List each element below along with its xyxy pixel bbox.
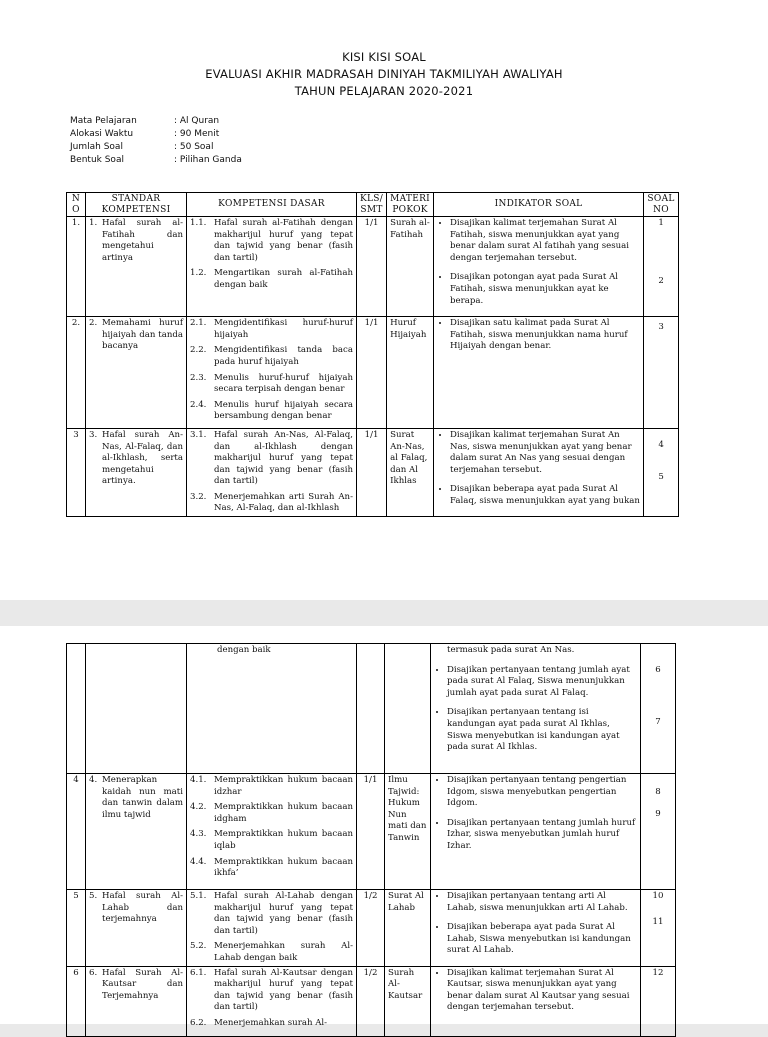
table-row xyxy=(67,890,676,967)
col-header-materi: MATERI POKOK xyxy=(387,193,434,217)
table-row xyxy=(67,428,679,516)
meta-key: Bentuk Soal xyxy=(70,155,124,165)
meta-row xyxy=(70,155,242,165)
table-row xyxy=(67,774,676,890)
row-materi: Huruf Hijaiyah xyxy=(387,317,434,429)
list-item: • Disajikan beberapa ayat pada Surat Al Lahab, Siswa menyebutkan isi kandungan surat Al Lahab. xyxy=(447,922,637,957)
doc-title-line1: KISI KISI SOAL xyxy=(342,50,426,64)
list-item: • Disajikan kalimat terjemahan Surat Al Fatihah, siswa menunjukkan ayat yang benar dalam surat Al fatihah yang sesuai dengan terjemahan tersebut. xyxy=(450,218,640,264)
meta-key: Mata Pelajaran xyxy=(70,116,137,126)
row-kompetensi: 1.1. Hafal surah al-Fatihah dengan makharijul huruf yang tepat dan tajwid yang benar (fasih dan tartil) 1.2. Mengartikan surah al-Fatihah dengan baik xyxy=(187,217,357,317)
row-no xyxy=(67,644,86,774)
table-row xyxy=(67,217,679,317)
list-item: • Disajikan pertanyaan tentang jumlah ayat pada surat Al Falaq, Siswa menunjukkan jumlah ayat pada surat Al Falaq. xyxy=(447,665,637,700)
meta-row xyxy=(70,116,219,126)
row-soal: 3 xyxy=(644,317,679,429)
col-header-standar: STANDAR KOMPETENSI xyxy=(86,193,187,217)
col-header-kls: KLS/ SMT xyxy=(357,193,387,217)
meta-key: Jumlah Soal xyxy=(70,142,123,152)
document-page-2 xyxy=(0,626,768,1028)
row-indikator xyxy=(431,890,641,967)
row-indikator xyxy=(434,317,644,429)
row-no: 3 xyxy=(67,428,86,516)
row-kompetensi: 5.1. Hafal surah Al-Lahab dengan makharijul huruf yang tepat dan tajwid yang benar (fasih dan tartil) 5.2. Menerjemahkan surah Al-Lahab dengan baik xyxy=(187,890,357,967)
row-materi: Surah al-Fatihah xyxy=(387,217,434,317)
row-standar: 3. Hafal surah An-Nas, Al-Falaq, dan al-Ikhlash, serta mengetahui artinya. xyxy=(86,428,187,516)
row-kompetensi: 6.1. Hafal surah Al-Kautsar dengan makharijul huruf yang tepat dan tajwid yang benar (fasih dan tartil) 6.2. Menerjemahkan surah Al- xyxy=(187,966,357,1036)
row-indikator xyxy=(431,774,641,890)
col-header-kompetensi: KOMPETENSI DASAR xyxy=(187,193,357,217)
list-item: • Disajikan pertanyaan tentang pengertian Idgom, siswa menyebutkan pengertian Idgom. xyxy=(447,775,637,810)
doc-title-line2: EVALUASI AKHIR MADRASAH DINIYAH TAKMILIYAH AWALIYAH xyxy=(205,67,563,81)
row-kls: 1/2 xyxy=(357,890,385,967)
row-standar: 1. Hafal surah al-Fatihah dan mengetahui artinya xyxy=(86,217,187,317)
col-header-soal: SOAL NO xyxy=(644,193,679,217)
meta-key: Alokasi Waktu xyxy=(70,129,134,139)
table-row xyxy=(67,317,679,429)
row-kls xyxy=(357,644,385,774)
list-item: • Disajikan beberapa ayat pada Surat Al Falaq, siswa menunjukkan ayat yang bukan xyxy=(450,484,640,507)
list-item: • Disajikan pertanyaan tentang arti Al Lahab, siswa menunjukkan arti Al Lahab. xyxy=(447,891,637,914)
row-soal: 10 11 xyxy=(641,890,676,967)
list-item: • Disajikan pertanyaan tentang jumlah huruf Izhar, siswa menyebutkan jumlah huruf Izhar. xyxy=(447,818,637,853)
row-soal: 8 9 xyxy=(641,774,676,890)
row-materi: Ilmu Tajwid: Hukum Nun mati dan Tanwin xyxy=(385,774,431,890)
row-soal: 1 2 xyxy=(644,217,679,317)
row-no: 4 xyxy=(67,774,86,890)
meta-value: : 90 Menit xyxy=(174,129,220,139)
row-kls: 1/1 xyxy=(357,428,387,516)
list-item: • Disajikan pertanyaan tentang isi kandungan ayat pada surat Al Ikhlas, Siswa menyebutkan isi kandungan ayat pada surat Al Ikhlas. xyxy=(447,707,637,753)
row-standar xyxy=(86,644,187,774)
row-standar: 5. Hafal surah Al-Lahab dan terjemahnya xyxy=(86,890,187,967)
row-indikator xyxy=(431,966,641,1036)
row-standar: 6. Hafal Surah Al-Kautsar dan Terjemahnya xyxy=(86,966,187,1036)
table-header-row xyxy=(67,193,679,217)
list-item: termasuk pada surat An Nas. xyxy=(447,645,575,655)
row-no: 5 xyxy=(67,890,86,967)
col-header-no: N O xyxy=(67,193,86,217)
col-header-indikator: INDIKATOR SOAL xyxy=(434,193,644,217)
row-indikator xyxy=(434,217,644,317)
row-kls: 1/1 xyxy=(357,317,387,429)
kisi-table-page1 xyxy=(66,192,679,517)
row-kompetensi: 4.1. Mempraktikkan hukum bacaan idzhar 4.2. Mempraktikkan hukum bacaan idgham 4.3. Mempraktikkan hukum bacaan iqlab 4.4. Mempraktikkan hukum bacaan ikhfa’ xyxy=(187,774,357,890)
row-soal: 12 xyxy=(641,966,676,1036)
kisi-table-page2 xyxy=(66,643,676,1037)
row-materi: Surah Al-Kautsar xyxy=(385,966,431,1036)
row-kompetensi: 3.1. Hafal surah An-Nas, Al-Falaq, dan al-Ikhlash dengan makharijul huruf yang tepat dan tajwid yang benar (fasih dan tartil) 3.2. Menerjemahkan arti Surah An-Nas, Al-Falaq, dan al-Ikhlash xyxy=(187,428,357,516)
row-kls: 1/2 xyxy=(357,966,385,1036)
list-item: • Disajikan satu kalimat pada Surat Al Fatihah, siswa menunjukkan nama huruf Hijaiyah dengan benar. xyxy=(450,318,640,353)
row-kompetensi: 2.1. Mengidentifikasi huruf-huruf hijaiyah 2.2. Mengidentifikasi tanda baca pada huruf hijaiyah 2.3. Menulis huruf-huruf hijaiyah secara terpisah dengan benar 2.4. Menulis huruf hijaiyah secara bersambung dengan benar xyxy=(187,317,357,429)
row-no: 1. xyxy=(67,217,86,317)
doc-title-line3: TAHUN PELAJARAN 2020-2021 xyxy=(294,84,474,98)
row-kompetensi: dengan baik xyxy=(187,644,357,774)
row-no: 2. xyxy=(67,317,86,429)
row-no: 6 xyxy=(67,966,86,1036)
row-indikator xyxy=(434,428,644,516)
meta-row xyxy=(70,129,219,139)
row-standar: 2. Memahami huruf hijaiyah dan tanda bacanya xyxy=(86,317,187,429)
row-materi: Surat Al Lahab xyxy=(385,890,431,967)
table-row xyxy=(67,644,676,774)
list-item: • Disajikan kalimat terjemahan Surat Al Kautsar, siswa menunjukkan ayat yang benar dalam surat Al Kautsar yang sesuai dengan terjemahan tersebut. xyxy=(447,968,637,1014)
row-soal: 4 5 xyxy=(644,428,679,516)
row-standar: 4. Menerapkan kaidah nun mati dan tanwin dalam ilmu tajwid xyxy=(86,774,187,890)
meta-value: : Pilihan Ganda xyxy=(174,155,242,165)
row-kls: 1/1 xyxy=(357,774,385,890)
meta-value: : Al Quran xyxy=(174,116,220,126)
row-kls: 1/1 xyxy=(357,217,387,317)
row-indikator xyxy=(431,644,641,774)
row-soal: 6 7 xyxy=(641,644,676,774)
table-row xyxy=(67,966,676,1036)
row-materi xyxy=(385,644,431,774)
list-item: • Disajikan potongan ayat pada Surat Al Fatihah, siswa menunjukkan ayat ke berapa. xyxy=(450,272,640,307)
list-item: • Disajikan kalimat terjemahan Surat An Nas, siswa menunjukkan ayat yang benar dalam surat An Nas yang sesuai dengan terjemahan tersebut. xyxy=(450,430,640,476)
row-materi: Surat An-Nas, al Falaq, dan Al Ikhlas xyxy=(387,428,434,516)
meta-row xyxy=(70,142,213,152)
meta-value: : 50 Soal xyxy=(174,142,214,152)
